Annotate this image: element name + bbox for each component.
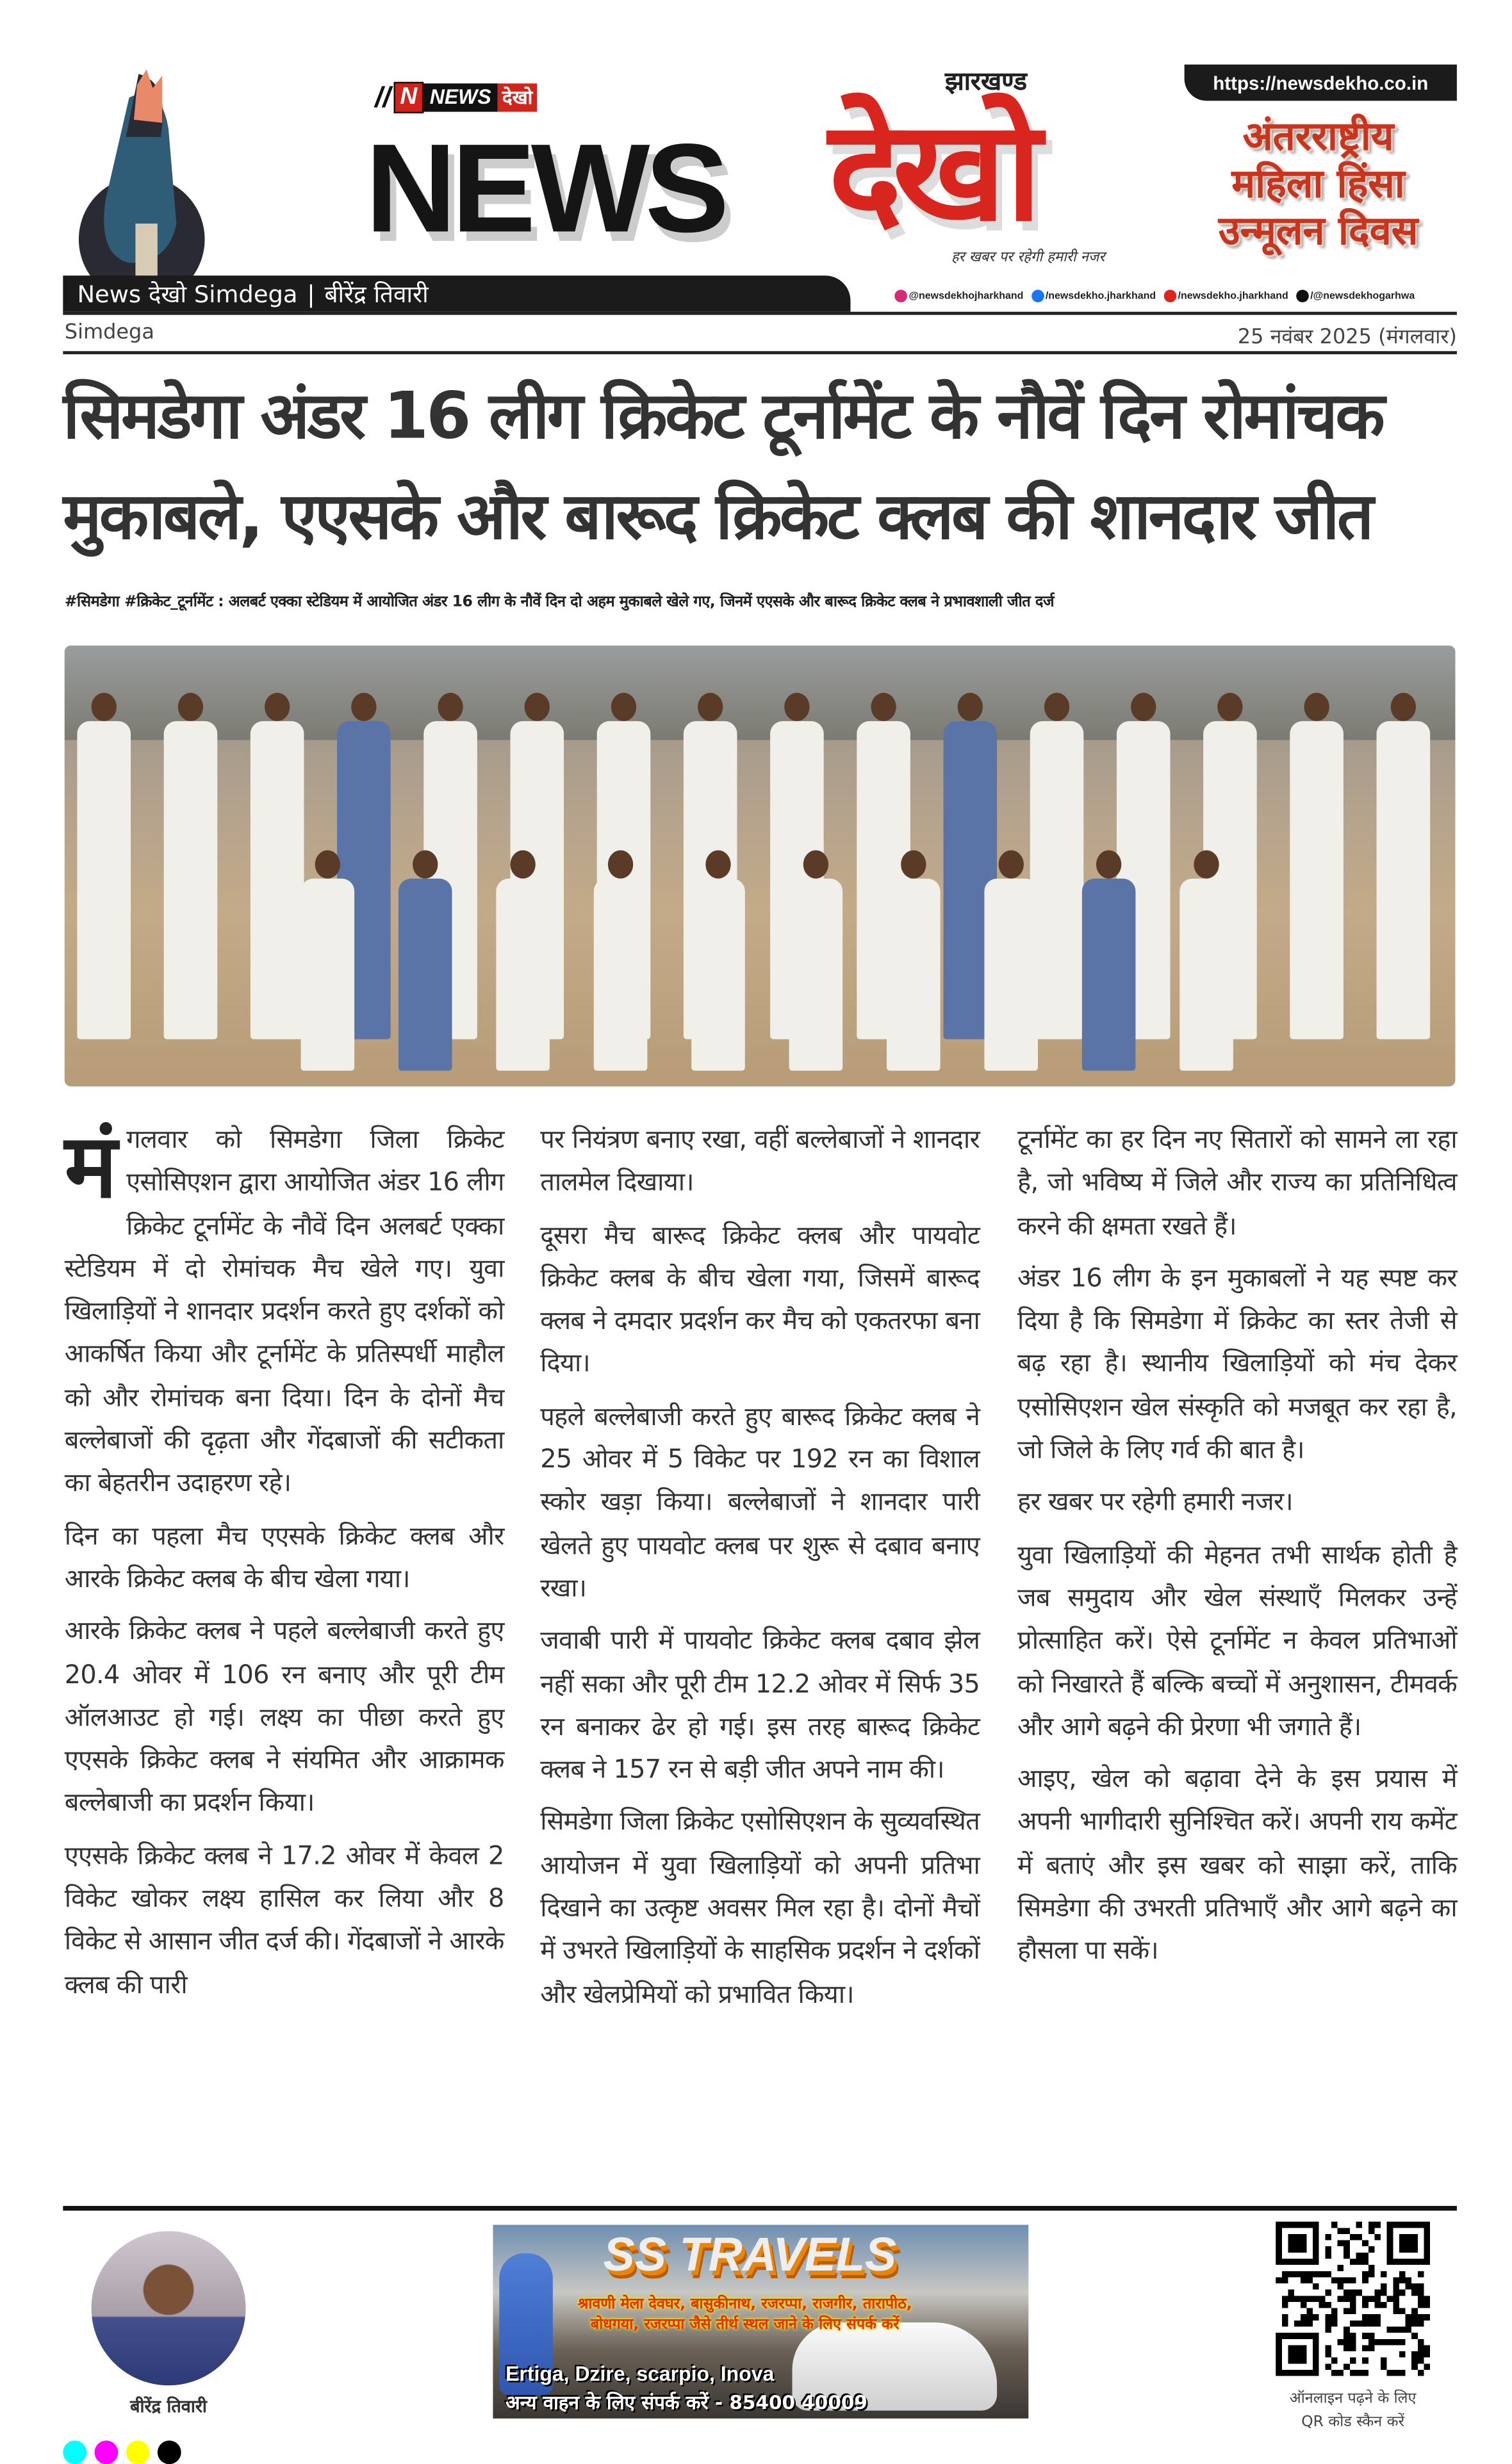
qr-module	[1362, 2370, 1368, 2376]
qr-module	[1350, 2321, 1356, 2327]
qr-module	[1411, 2314, 1418, 2321]
qr-module	[1418, 2314, 1424, 2321]
qr-module	[1313, 2271, 1319, 2278]
divider	[63, 312, 1457, 315]
qr-caption-line: ऑनलाइन पढ़ने के लिए	[1289, 2390, 1417, 2408]
qr-module	[1399, 2271, 1406, 2278]
qr-module	[1411, 2308, 1418, 2315]
qr-module	[1356, 2370, 1362, 2376]
qr-module	[1362, 2321, 1368, 2327]
paragraph: अंडर 16 लीग के इन मुकाबलों ने यह स्पष्ट कर दिया है कि सिमडेगा में क्रिकेट का स्तर तेजी से बढ़ रहा है। स्थानीय खिलाड़ियों को मंच देकर एसोसिएशन खेल संस्कृति को मजबूत कर रहा है, जो जिले के लिए गर्व की बात है।	[1017, 1262, 1457, 1465]
qr-module	[1362, 2345, 1368, 2351]
paragraph: दिन का पहला मैच एएसके क्रिकेट क्लब और आरके क्रिकेट क्लब के बीच खेला गया।	[64, 1520, 504, 1594]
qr-module	[1344, 2308, 1350, 2315]
qr-module	[1418, 2370, 1424, 2376]
paragraph: आरके क्रिकेट क्लब ने पहले बल्लेबाजी करते हुए 20.4 ओवर में 106 रन बनाए और पूरी टीम ऑलआउट हो गई। लक्ष्य का पीछा करते हुए एएसके क्रिकेट क्लब ने संयमित और आक्रामक बल्लेबाजी का प्रदर्शन किया।	[64, 1615, 504, 1818]
paragraph: सिमडेगा जिला क्रिकेट एसोसिएशन के सुव्यवस्थित आयोजन में युवा खिलाड़ियों को अपनी प्रतिभा दिखाने का उत्कृष्ट अवसर मिल रहा है। दोनों मैचों में उभरते खिलाड़ियों के साहसिक प्रदर्शन ने दर्शकों और खेलप्रेमियों को प्रभावित किया।	[540, 1806, 980, 2009]
qr-module	[1331, 2277, 1338, 2283]
qr-module	[1381, 2290, 1387, 2296]
qr-module	[1368, 2321, 1375, 2327]
qr-module	[1368, 2296, 1375, 2302]
qr-module	[1368, 2345, 1375, 2351]
paragraph: हर खबर पर रहेगी हमारी नजर।	[1017, 1487, 1293, 1517]
qr-module	[1399, 2351, 1406, 2358]
qr-module	[1301, 2271, 1307, 2278]
qr-module	[1368, 2339, 1375, 2346]
player-figure	[251, 693, 304, 1040]
qr-module	[1282, 2296, 1288, 2302]
qr-module	[1325, 2314, 1331, 2321]
qr-module	[1313, 2283, 1319, 2290]
divider	[63, 351, 1457, 354]
qr-module	[1418, 2296, 1424, 2302]
qr-module	[1350, 2358, 1356, 2364]
social-handle: @newsdekhojharkhand	[908, 291, 1024, 302]
qr-module	[1294, 2271, 1301, 2278]
qr-module	[1313, 2296, 1319, 2302]
qr-module	[1356, 2222, 1362, 2228]
qr-module	[1306, 2321, 1313, 2327]
qr-module	[1319, 2302, 1326, 2308]
qr-module	[1356, 2253, 1362, 2259]
qr-module	[1362, 2240, 1368, 2247]
player-figure	[301, 850, 355, 1070]
qr-module	[1374, 2290, 1381, 2296]
qr-module	[1362, 2333, 1368, 2339]
paragraph	[64, 1114, 504, 1505]
qr-module	[1276, 2277, 1282, 2283]
yellow-dot	[126, 2440, 150, 2464]
qr-module	[1325, 2290, 1331, 2296]
qr-module	[1362, 2271, 1368, 2278]
qr-module	[1374, 2234, 1381, 2240]
qr-module	[1362, 2314, 1368, 2321]
qr-module	[1344, 2253, 1350, 2259]
qr-module	[1418, 2358, 1424, 2364]
social-youtube[interactable]	[1163, 290, 1288, 302]
qr-module	[1381, 2271, 1387, 2278]
qr-module	[1411, 2283, 1418, 2290]
qr-module	[1338, 2228, 1344, 2234]
player-figure	[77, 693, 131, 1040]
qr-module	[1350, 2333, 1356, 2339]
qr-module	[1331, 2308, 1338, 2315]
qr-module	[1368, 2333, 1375, 2339]
small-logo-dekho: देखो	[497, 83, 537, 111]
player-figure	[399, 850, 452, 1070]
qr-module	[1362, 2358, 1368, 2364]
qr-module	[1338, 2283, 1344, 2290]
paragraph: दूसरा मैच बारूद क्रिकेट क्लब और पायवोट क्रिकेट क्लब के बीच खेला गया, जिसमें बारूद क्लब ने दमदार प्रदर्शन कर मैच को एकतरफा बना दिया।	[540, 1220, 980, 1379]
cyan-dot	[63, 2440, 86, 2464]
qr-module	[1399, 2326, 1406, 2333]
logo-n-mark: N	[394, 82, 423, 113]
qr-module	[1350, 2258, 1356, 2265]
qr-module	[1424, 2314, 1431, 2321]
dateline-place: Simdega	[64, 321, 154, 345]
qr-module	[1424, 2351, 1431, 2358]
author-name: बीरेंद्र तिवारी	[130, 2396, 207, 2417]
qr-module	[1418, 2290, 1424, 2296]
qr-module	[1406, 2277, 1412, 2283]
paragraph: टूर्नामेंट का हर दिन नए सितारों को सामने ला रहा है, जो भविष्य में जिले और राज्य का प्रतिनिधित्व करने की क्षमता रखते हैं।	[1017, 1124, 1457, 1241]
qr-module	[1325, 2253, 1331, 2259]
social-facebook[interactable]	[1031, 290, 1156, 302]
paragraph: पहले बल्लेबाजी करते हुए बारूद क्रिकेट क्लब ने 25 ओवर में 5 विकेट पर 192 रन का विशाल स्कोर खड़ा किया। बल्लेबाजों ने शानदार पारी खेलते हुए पायवोट क्लब पर शुरू से दबाव बनाए रखा।	[540, 1401, 980, 1603]
article-column-1	[64, 1114, 504, 2015]
qr-module	[1338, 2296, 1344, 2302]
qr-module	[1350, 2302, 1356, 2308]
qr-module	[1325, 2345, 1331, 2351]
qr-module	[1344, 2345, 1350, 2351]
qr-module	[1411, 2321, 1418, 2327]
qr-module	[1393, 2308, 1399, 2315]
qr-module	[1393, 2283, 1399, 2290]
separator: |	[307, 279, 315, 308]
qr-module	[1338, 2339, 1344, 2346]
qr-module	[1393, 2296, 1399, 2302]
qr-module	[1368, 2314, 1375, 2321]
qr-module	[1331, 2370, 1338, 2376]
qr-module	[1306, 2296, 1313, 2302]
qr-module	[1374, 2321, 1381, 2327]
qr-module	[1288, 2271, 1294, 2278]
logo-state: झारखण्ड	[944, 66, 1027, 96]
qr-module	[1381, 2363, 1387, 2370]
qr-module	[1399, 2277, 1406, 2283]
qr-module	[1350, 2296, 1356, 2302]
qr-module	[1356, 2258, 1362, 2265]
player-figure	[164, 693, 218, 1040]
paragraph: एएसके क्रिकेट क्लब ने 17.2 ओवर में केवल 2 विकेट खोकर लक्ष्य हासिल कर लिया और 8 विकेट से आसान जीत दर्ज की। गेंदबाजों ने आरके क्लब की पारी	[64, 1840, 504, 2000]
qr-module	[1418, 2339, 1424, 2346]
magenta-dot	[94, 2440, 118, 2464]
qr-module	[1306, 2308, 1313, 2315]
qr-module	[1301, 2302, 1307, 2308]
author-avatar	[92, 2231, 246, 2385]
qr-module	[1381, 2339, 1387, 2346]
ad-vehicles: Ertiga, Dzire, scarpio, Inova	[505, 2362, 775, 2386]
campaign-line: उन्मूलन दिवस	[1218, 208, 1418, 254]
qr-module	[1424, 2345, 1431, 2351]
instagram-icon	[894, 290, 907, 302]
qr-module	[1418, 2283, 1424, 2290]
reporter-name: बीरेंद्र तिवारी	[324, 279, 429, 308]
qr-module	[1424, 2302, 1431, 2308]
qr-module	[1344, 2333, 1350, 2339]
qr-module	[1288, 2296, 1294, 2302]
qr-module	[1288, 2234, 1306, 2253]
qr-module	[1362, 2277, 1368, 2283]
article-summary: #सिमडेगा #क्रिकेट_टूर्नामेंट : अलबर्ट एक्का स्टेडियम में आयोजित अंडर 16 लीग के नौवें दिन दो अहम मुकाबले खेले गए, जिनमें एएसके और बारूद क्रिकेट क्लब ने प्रभावशाली जीत दर्ज	[64, 593, 1054, 611]
player-figure	[1377, 693, 1431, 1040]
qr-module	[1350, 2277, 1356, 2283]
qr-module	[1350, 2234, 1356, 2240]
article-column-3	[1017, 1118, 1457, 1982]
travel-advertisement[interactable]	[493, 2225, 1028, 2419]
qr-module	[1399, 2339, 1406, 2346]
qr-module	[1406, 2314, 1412, 2321]
x-icon	[1296, 290, 1309, 302]
logo-dekho: देखो	[828, 90, 1033, 252]
player-figure	[1082, 850, 1136, 1070]
qr-module	[1301, 2296, 1307, 2302]
website-link[interactable]: https://newsdekho.co.in	[1185, 65, 1457, 101]
qr-module	[1393, 2277, 1399, 2283]
logo-tagline: हर खबर पर रहेगी हमारी नजर	[951, 250, 1105, 266]
qr-module	[1325, 2321, 1331, 2327]
small-logo-news: NEWS	[423, 83, 498, 111]
ad-brand: SS TRAVELS	[603, 2229, 897, 2282]
qr-module	[1424, 2363, 1431, 2370]
qr-module	[1406, 2326, 1412, 2333]
ad-contact: अन्य वाहन के लिए संपर्क करें - 85400 40009	[505, 2392, 867, 2414]
player-figure	[789, 850, 843, 1070]
player-figure	[594, 850, 648, 1070]
qr-module	[1282, 2321, 1288, 2327]
qr-module	[1301, 2321, 1307, 2327]
cmyk-registration-marks	[63, 2440, 181, 2464]
qr-module	[1374, 2222, 1381, 2228]
paragraph: जवाबी पारी में पायवोट क्रिकेट क्लब दबाव झेल नहीं सका और पूरी टीम 12.2 ओवर में सिर्फ 35 रन बनाकर ढेर हो गई। इस तरह बारूद क्रिकेट क्लब ने 157 रन से बड़ी जीत अपने नाम की।	[540, 1625, 980, 1784]
qr-module	[1418, 2271, 1424, 2278]
qr-module	[1399, 2370, 1406, 2376]
qr-module	[1350, 2370, 1356, 2376]
qr-module	[1338, 2370, 1344, 2376]
qr-module	[1350, 2339, 1356, 2346]
qr-module	[1362, 2296, 1368, 2302]
qr-module	[1288, 2290, 1294, 2296]
qr-module	[1331, 2321, 1338, 2327]
qr-module	[1344, 2277, 1350, 2283]
qr-module	[1374, 2302, 1381, 2308]
qr-module	[1344, 2240, 1350, 2247]
qr-module	[1325, 2363, 1331, 2370]
qr-module	[1338, 2277, 1344, 2283]
black-dot	[158, 2440, 181, 2464]
article-column-2	[540, 1118, 980, 2025]
facebook-icon	[1031, 290, 1044, 302]
logo-news: NEWS	[365, 118, 725, 259]
qr-module	[1325, 2302, 1331, 2308]
qr-module	[1294, 2296, 1301, 2302]
qr-code[interactable]	[1276, 2222, 1430, 2376]
qr-module	[1306, 2314, 1313, 2321]
campaign-line: अंतरराष्ट्रीय	[1242, 113, 1394, 159]
qr-module	[1411, 2363, 1418, 2370]
social-links	[894, 290, 1415, 302]
qr-module	[1325, 2271, 1331, 2278]
qr-module	[1418, 2302, 1424, 2308]
paragraph: पर नियंत्रण बनाए रखा, वहीं बल्लेबाजों ने शानदार तालमेल दिखाया।	[540, 1124, 980, 1198]
qr-module	[1399, 2234, 1418, 2253]
qr-module	[1331, 2222, 1338, 2228]
qr-module	[1387, 2296, 1393, 2302]
qr-module	[1282, 2271, 1288, 2278]
qr-module	[1356, 2321, 1362, 2327]
qr-module	[1424, 2296, 1431, 2302]
qr-module	[1368, 2228, 1375, 2234]
qr-module	[1356, 2234, 1362, 2240]
qr-module	[1362, 2302, 1368, 2308]
player-figure	[1290, 693, 1344, 1040]
qr-module	[1368, 2265, 1375, 2271]
qr-module	[1418, 2351, 1424, 2358]
qr-module	[1411, 2333, 1418, 2339]
qr-module	[1344, 2363, 1350, 2370]
social-handle: /@newsdekhogarhwa	[1310, 291, 1415, 302]
qr-module	[1294, 2321, 1301, 2327]
qr-module	[1393, 2326, 1399, 2333]
qr-module	[1356, 2290, 1362, 2296]
qr-module	[1406, 2321, 1412, 2327]
qr-module	[1331, 2358, 1338, 2364]
edition-bar	[63, 275, 850, 312]
qr-module	[1368, 2222, 1375, 2228]
player-figure	[1179, 850, 1233, 1070]
headline: सिमडेगा अंडर 16 लीग क्रिकेट टूर्नामेंट के नौवें दिन रोमांचक मुकाबले, एएसके और बारूद क्रिकेट क्लब की शानदार जीत	[63, 377, 1383, 555]
social-x[interactable]	[1296, 290, 1415, 302]
qr-module	[1338, 2265, 1344, 2271]
paragraph-text: गलवार को सिमडेगा जिला क्रिकेट एसोसिएशन द्वारा आयोजित अंडर 16 लीग क्रिकेट टूर्नामेंट के नौवें दिन अलबर्ट एक्का स्टेडियम में दो रोमांचक मैच खेले गए। युवा खिलाड़ियों ने शानदार प्रदर्शन करते हुए दर्शकों को आकर्षित किया और टूर्नामेंट के प्रतिस्पर्धी माहौल को और रोमांचक बना दिया। दिन के दोनों मैच बल्लेबाजों की दृढ़ता और गेंदबाजों की सटीकता का बेहतरीन उदाहरण रहे।	[64, 1124, 504, 1498]
qr-module	[1393, 2370, 1399, 2376]
qr-module	[1282, 2277, 1288, 2283]
qr-module	[1411, 2351, 1418, 2358]
social-instagram[interactable]	[894, 290, 1023, 302]
player-figure	[887, 850, 941, 1070]
social-handle: /newsdekho.jharkhand	[1178, 291, 1288, 302]
qr-module	[1411, 2358, 1418, 2364]
qr-module	[1381, 2283, 1387, 2290]
player-figure	[691, 850, 745, 1070]
qr-module	[1344, 2228, 1350, 2234]
qr-module	[1306, 2277, 1313, 2283]
qr-module	[1418, 2345, 1424, 2351]
qr-module	[1344, 2296, 1350, 2302]
qr-module	[1393, 2302, 1399, 2308]
qr-module	[1381, 2358, 1387, 2364]
social-handle: /newsdekho.jharkhand	[1045, 291, 1156, 302]
qr-module	[1418, 2321, 1424, 2327]
team-photo	[65, 646, 1456, 1086]
qr-module	[1306, 2271, 1313, 2278]
player-figure	[984, 850, 1038, 1070]
stop-violence-illustration	[66, 66, 255, 286]
qr-caption	[1244, 2387, 1461, 2435]
dateline-date: 25 नवंबर 2025 (मंगलवार)	[1237, 325, 1457, 350]
qr-module	[1344, 2339, 1350, 2346]
qr-module	[1350, 2308, 1356, 2315]
qr-module	[1387, 2326, 1393, 2333]
paragraph: आइए, खेल को बढ़ावा देने के इस प्रयास में अपनी भागीदारी सुनिश्चित करें। अपनी राय कमेंट में बताएं और इस खबर को साझा करें, ताकि सिमडेगा की उभरती प्रतिभाएँ और आगे बढ़ने का हौसला पा सकें।	[1017, 1763, 1457, 1966]
qr-module	[1368, 2271, 1375, 2278]
qr-module	[1319, 2271, 1326, 2278]
qr-module	[1393, 2339, 1399, 2346]
qr-module	[1374, 2314, 1381, 2321]
qr-module	[1282, 2302, 1288, 2308]
qr-module	[1374, 2339, 1381, 2346]
qr-module	[1301, 2277, 1307, 2283]
youtube-icon	[1163, 290, 1176, 302]
qr-module	[1381, 2302, 1387, 2308]
campaign-line: महिला हिंसा	[1231, 160, 1405, 207]
player-figure	[496, 850, 550, 1070]
qr-caption-line: QR कोड स्कैन करें	[1301, 2413, 1405, 2431]
small-logo	[375, 82, 538, 113]
logo-stripes: //	[375, 81, 391, 113]
qr-module	[1301, 2314, 1307, 2321]
qr-module	[1325, 2351, 1331, 2358]
qr-module	[1313, 2314, 1319, 2321]
qr-module	[1338, 2240, 1344, 2247]
qr-module	[1331, 2314, 1338, 2321]
qr-module	[1387, 2370, 1393, 2376]
qr-module	[1362, 2253, 1368, 2259]
player-figure	[1030, 693, 1084, 1040]
edition-name: News देखो Simdega	[77, 279, 298, 308]
qr-module	[1325, 2234, 1331, 2240]
qr-module	[1399, 2290, 1406, 2296]
paragraph: युवा खिलाड़ियों की मेहनत तभी सार्थक होती है जब समुदाय और खेल संस्थाएँ मिलकर उन्हें प्रोत्साहित करें। ऐसे टूर्नामेंट न केवल प्रतिभाओं को निखारते हैं बल्कि बच्चों में अनुशासन, टीमवर्क और आगे बढ़ने की प्रेरणा भी जगाते हैं।	[1017, 1539, 1457, 1742]
qr-module	[1325, 2246, 1331, 2253]
qr-module	[1325, 2326, 1331, 2333]
qr-module	[1374, 2296, 1381, 2302]
qr-module	[1344, 2326, 1350, 2333]
qr-module	[1282, 2314, 1288, 2321]
qr-module	[1362, 2258, 1368, 2265]
qr-module	[1344, 2246, 1350, 2253]
footer-divider	[63, 2206, 1457, 2210]
qr-module	[1387, 2339, 1393, 2346]
qr-module	[1350, 2290, 1356, 2296]
campaign-banner	[1185, 113, 1452, 255]
qr-module	[1344, 2290, 1350, 2296]
qr-module	[1288, 2345, 1306, 2363]
qr-module	[1406, 2283, 1412, 2290]
qr-module	[1399, 2308, 1406, 2315]
qr-module	[1411, 2290, 1418, 2296]
qr-module	[1368, 2246, 1375, 2253]
ad-destinations: श्रावणी मेला देवघर, बासुकीनाथ, रजरप्पा, राजगीर, तारापीठ, बोधगया, रजरप्पा जैसे तीर्थ स्थल जाने के लिए संपर्क करें	[577, 2296, 912, 2334]
qr-module	[1319, 2296, 1326, 2302]
qr-module	[1393, 2290, 1399, 2296]
drop-cap: मं	[64, 1114, 117, 1219]
qr-module	[1350, 2345, 1356, 2351]
